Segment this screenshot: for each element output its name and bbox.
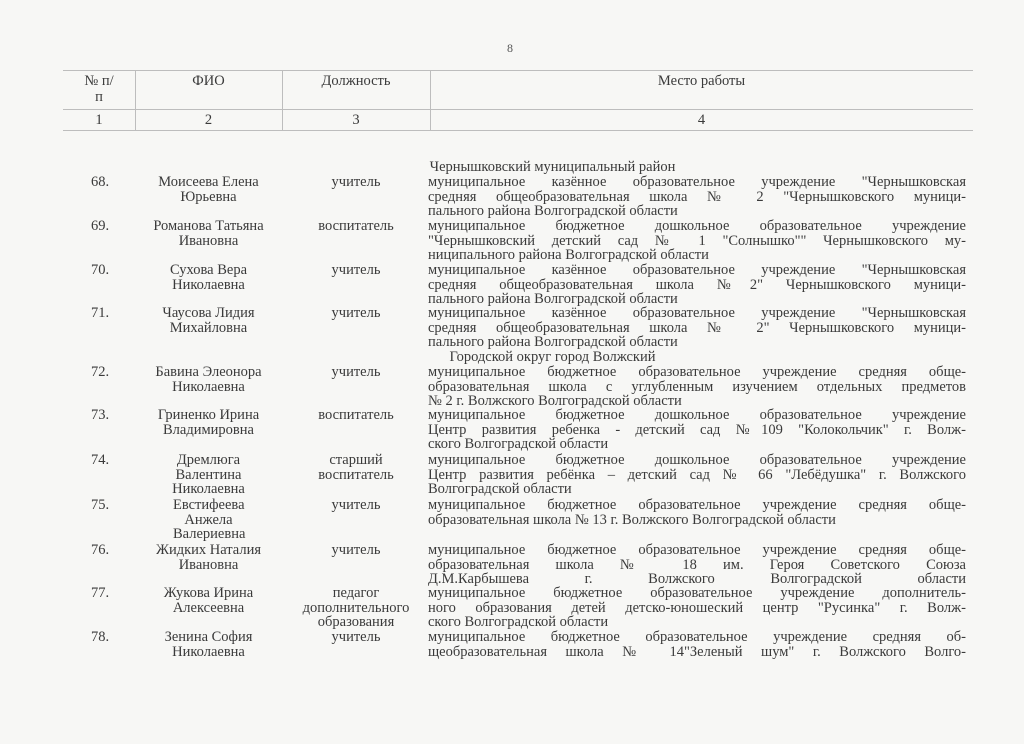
index-4: 4 [697,112,706,128]
row-position: учитель [331,542,381,558]
workplace-line: Центр развития ребёнка – детский сад № 66 "Лебёдушка" г. Волжского [428,466,966,483]
section-title: Городской округ город Волжский [449,349,656,365]
row-position: старший воспитатель [318,452,394,483]
row-position: педагог дополнительного образования [302,585,410,631]
index-1: 1 [95,112,103,128]
row-number: 74. [91,452,110,468]
workplace-line: ского Волгоградской области [428,614,609,631]
divider [282,110,283,130]
row-position: учитель [331,364,381,380]
workplace-line: муниципальное бюджетное образовательное учреждение дополнитель- [428,585,966,601]
workplace-line: ского Волгоградской области [428,436,609,453]
row-number: 68. [91,174,110,190]
workplace-line: средняя общеобразовательная школа № 2 "Чернышковского муници- [428,188,966,205]
row-number: 69. [91,218,110,234]
header-position: Должность [321,73,391,89]
row-number: 77. [91,585,110,601]
row-position: учитель [331,497,381,513]
row-number: 71. [91,305,110,321]
row-workplace [428,498,966,527]
row-workplace [428,408,966,452]
workplace-line: Д.М.Карбышева г. Волжского Волгоградской области [428,571,966,588]
page-number: 8 [507,41,513,55]
divider [430,71,431,109]
row-workplace [428,219,966,263]
row-workplace [428,365,966,409]
workplace-line: муниципальное бюджетное дошкольное образовательное учреждение [428,452,966,468]
header-number: № п/п [84,73,114,105]
row-fio: Бавина Элеонора Николаевна [155,364,262,395]
workplace-line: муниципальное бюджетное образовательное учреждение средняя обще- [428,542,966,558]
row-fio: Дремлюга Валентина Николаевна [172,452,245,498]
row-workplace [428,630,966,659]
row-fio: Сухова Вера Николаевна [169,262,248,293]
row-fio: Евстифеева Анжела Валериевна [173,497,246,543]
workplace-line: Волгоградской области [428,481,572,498]
section-title: Чернышковский муниципальный район [429,159,676,175]
row-workplace [428,306,966,350]
workplace-line: ного образования детей детско-юношеский центр "Русинка" г. Волж- [428,599,966,616]
row-number: 78. [91,629,110,645]
workplace-line: щеобразовательная школа № 14"Зеленый шум" г. Волжского Волго- [428,643,966,660]
row-position: учитель [331,262,381,278]
row-number: 72. [91,364,110,380]
workplace-line: муниципальное казённое образовательное учреждение "Чернышковская [428,174,966,190]
workplace-line: муниципальное казённое образовательное учреждение "Чернышковская [428,262,966,278]
row-position: учитель [331,629,381,645]
workplace-line: № 2 г. Волжского Волгоградской области [428,393,682,410]
divider [430,110,431,130]
workplace-line: муниципальное бюджетное образовательное учреждение средняя обще- [428,497,966,513]
workplace-line: муниципальное бюджетное дошкольное образовательное учреждение [428,407,966,423]
workplace-line: Центр развития ребенка - детский сад №109 "Колокольчик" г. Волж- [428,421,966,438]
row-fio: Моисеева Елена Юрьевна [158,174,259,205]
table-header [63,70,973,131]
workplace-line: муниципальное бюджетное образовательное учреждение средняя обще- [428,364,966,380]
row-fio: Жукова Ирина Алексеевна [163,585,254,616]
header-fio: ФИО [192,73,225,89]
row-workplace [428,543,966,587]
row-number: 76. [91,542,110,558]
row-workplace [428,263,966,307]
row-position: учитель [331,174,381,190]
row-number: 75. [91,497,110,513]
workplace-line: пального района Волгоградской области [428,334,678,351]
row-workplace [428,175,966,219]
row-position: учитель [331,305,381,321]
index-2: 2 [204,112,213,128]
row-position: воспитатель [318,218,394,234]
workplace-line: образовательная школа с углубленным изучением отдельных предметов [428,378,966,395]
index-3: 3 [352,112,360,128]
workplace-line: образовательная школа № 18 им. Героя Советского Союза [428,556,966,573]
workplace-line: пального района Волгоградской области [428,291,678,308]
workplace-line: образовательная школа № 13 г. Волжского Волгоградской области [428,511,836,528]
workplace-line: пального района Волгоградской области [428,203,678,220]
row-position: воспитатель [318,407,394,423]
divider [282,71,283,109]
row-workplace [428,453,966,497]
workplace-line: ниципального района Волгоградской области [428,247,709,264]
row-fio: Жидких Наталия Ивановна [155,542,262,573]
workplace-line: муниципальное бюджетное дошкольное образовательное учреждение [428,218,966,234]
header-index-row [63,109,973,131]
row-fio: Чаусова Лидия Михайловна [162,305,255,336]
row-number: 73. [91,407,110,423]
row-fio: Романова Татьяна Ивановна [153,218,264,249]
divider [135,71,136,109]
workplace-line: "Чернышковский детский сад № 1 "Солнышко"" Чернышковского му- [428,232,966,249]
header-workplace: Место работы [657,73,746,89]
row-fio: Зенина София Николаевна [164,629,253,660]
row-number: 70. [91,262,110,278]
row-workplace [428,586,966,630]
workplace-line: средняя общеобразовательная школа №2" Чернышковского муници- [428,276,966,293]
header-titles-row [63,70,973,109]
workplace-line: средняя общеобразовательная школа № 2" Чернышковского муници- [428,319,966,336]
workplace-line: муниципальное казённое образовательное учреждение "Чернышковская [428,305,966,321]
divider [135,110,136,130]
workplace-line: муниципальное бюджетное образовательное учреждение средняя об- [428,629,966,645]
row-fio: Гриненко Ирина Владимировна [157,407,260,438]
